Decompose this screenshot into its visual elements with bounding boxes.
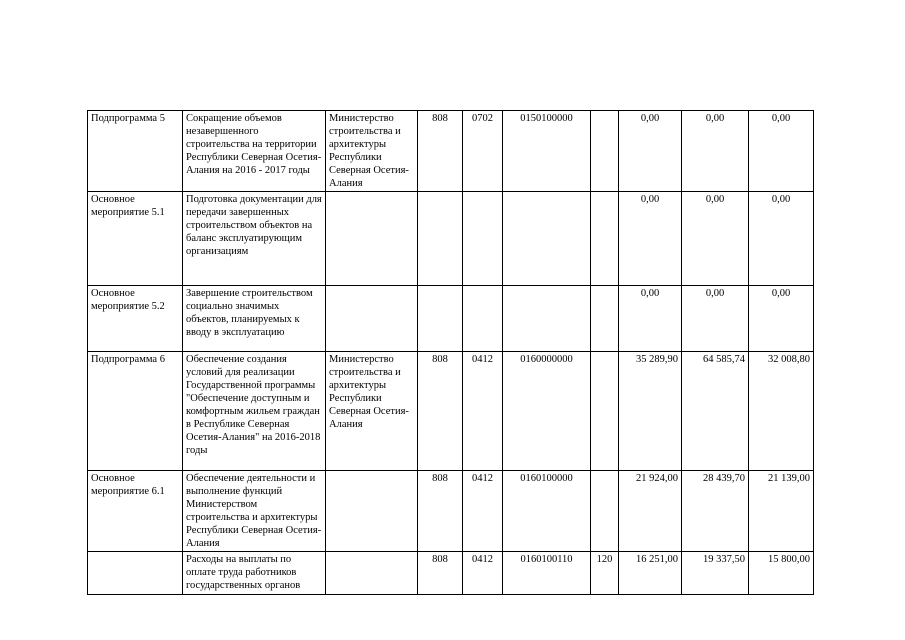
row-grbs-cell (418, 192, 463, 286)
row-2018-cell: 21 139,00 (749, 471, 814, 552)
row-name-cell: Основное мероприятие 6.1 (88, 471, 183, 552)
row-executor-cell (326, 471, 418, 552)
row-vr-cell: 120 (591, 552, 619, 595)
row-2016-cell: 0,00 (619, 111, 682, 192)
row-executor-cell: Министерство строительства и архитектуры Республики Северная Осетия-Алания (326, 352, 418, 471)
budget-table (87, 110, 814, 595)
row-vr-cell (591, 286, 619, 352)
row-name-cell: Основное мероприятие 5.1 (88, 192, 183, 286)
row-rzpr-cell: 0412 (463, 552, 503, 595)
row-grbs-cell (418, 286, 463, 352)
row-2016-cell: 35 289,90 (619, 352, 682, 471)
table-row (88, 552, 814, 595)
row-description-cell: Завершение строительством социально значимых объектов, планируемых к вводу в эксплуатацию (183, 286, 326, 352)
row-2016-cell: 0,00 (619, 192, 682, 286)
row-csr-cell (503, 286, 591, 352)
row-2016-cell: 16 251,00 (619, 552, 682, 595)
row-name-cell: Подпрограмма 6 (88, 352, 183, 471)
table-row (88, 471, 814, 552)
row-2018-cell: 0,00 (749, 192, 814, 286)
table-row (88, 192, 814, 286)
row-grbs-cell: 808 (418, 471, 463, 552)
row-2016-cell: 21 924,00 (619, 471, 682, 552)
row-grbs-cell: 808 (418, 552, 463, 595)
row-description-cell: Подготовка документации для передачи завершенных строительством объектов на баланс эксплуатирующим организациям (183, 192, 326, 286)
row-2017-cell: 28 439,70 (682, 471, 749, 552)
row-grbs-cell: 808 (418, 352, 463, 471)
row-grbs-cell: 808 (418, 111, 463, 192)
table-row (88, 286, 814, 352)
row-rzpr-cell (463, 286, 503, 352)
row-rzpr-cell: 0412 (463, 352, 503, 471)
row-csr-cell: 0150100000 (503, 111, 591, 192)
row-2018-cell: 0,00 (749, 286, 814, 352)
row-description-cell: Сокращение объемов незавершенного строительства на территории Республики Северная Осетия-Алания на 2016 - 2017 годы (183, 111, 326, 192)
row-vr-cell (591, 111, 619, 192)
row-2018-cell: 15 800,00 (749, 552, 814, 595)
row-2017-cell: 0,00 (682, 192, 749, 286)
row-2017-cell: 19 337,50 (682, 552, 749, 595)
row-executor-cell (326, 286, 418, 352)
row-executor-cell (326, 552, 418, 595)
row-2017-cell: 64 585,74 (682, 352, 749, 471)
row-rzpr-cell: 0702 (463, 111, 503, 192)
table-row (88, 352, 814, 471)
row-description-cell: Расходы на выплаты по оплате труда работников государственных органов (183, 552, 326, 595)
row-csr-cell: 0160000000 (503, 352, 591, 471)
row-vr-cell (591, 192, 619, 286)
row-rzpr-cell: 0412 (463, 471, 503, 552)
row-executor-cell (326, 192, 418, 286)
row-csr-cell: 0160100000 (503, 471, 591, 552)
row-executor-cell: Министерство строительства и архитектуры Республики Северная Осетия-Алания (326, 111, 418, 192)
row-name-cell: Подпрограмма 5 (88, 111, 183, 192)
row-csr-cell (503, 192, 591, 286)
row-csr-cell: 0160100110 (503, 552, 591, 595)
row-description-cell: Обеспечение деятельности и выполнение функций Министерством строительства и архитектуры Республики Северная Осетия-Алания (183, 471, 326, 552)
row-2016-cell: 0,00 (619, 286, 682, 352)
row-rzpr-cell (463, 192, 503, 286)
row-name-cell: Основное мероприятие 5.2 (88, 286, 183, 352)
row-2017-cell: 0,00 (682, 111, 749, 192)
row-name-cell (88, 552, 183, 595)
table-row (88, 111, 814, 192)
row-description-cell: Обеспечение создания условий для реализации Государственной программы "Обеспечение доступным и комфортным жильем граждан в Республике Северная Осетия-Алания" на 2016-2018 годы (183, 352, 326, 471)
row-vr-cell (591, 352, 619, 471)
row-vr-cell (591, 471, 619, 552)
row-2018-cell: 0,00 (749, 111, 814, 192)
row-2017-cell: 0,00 (682, 286, 749, 352)
row-2018-cell: 32 008,80 (749, 352, 814, 471)
